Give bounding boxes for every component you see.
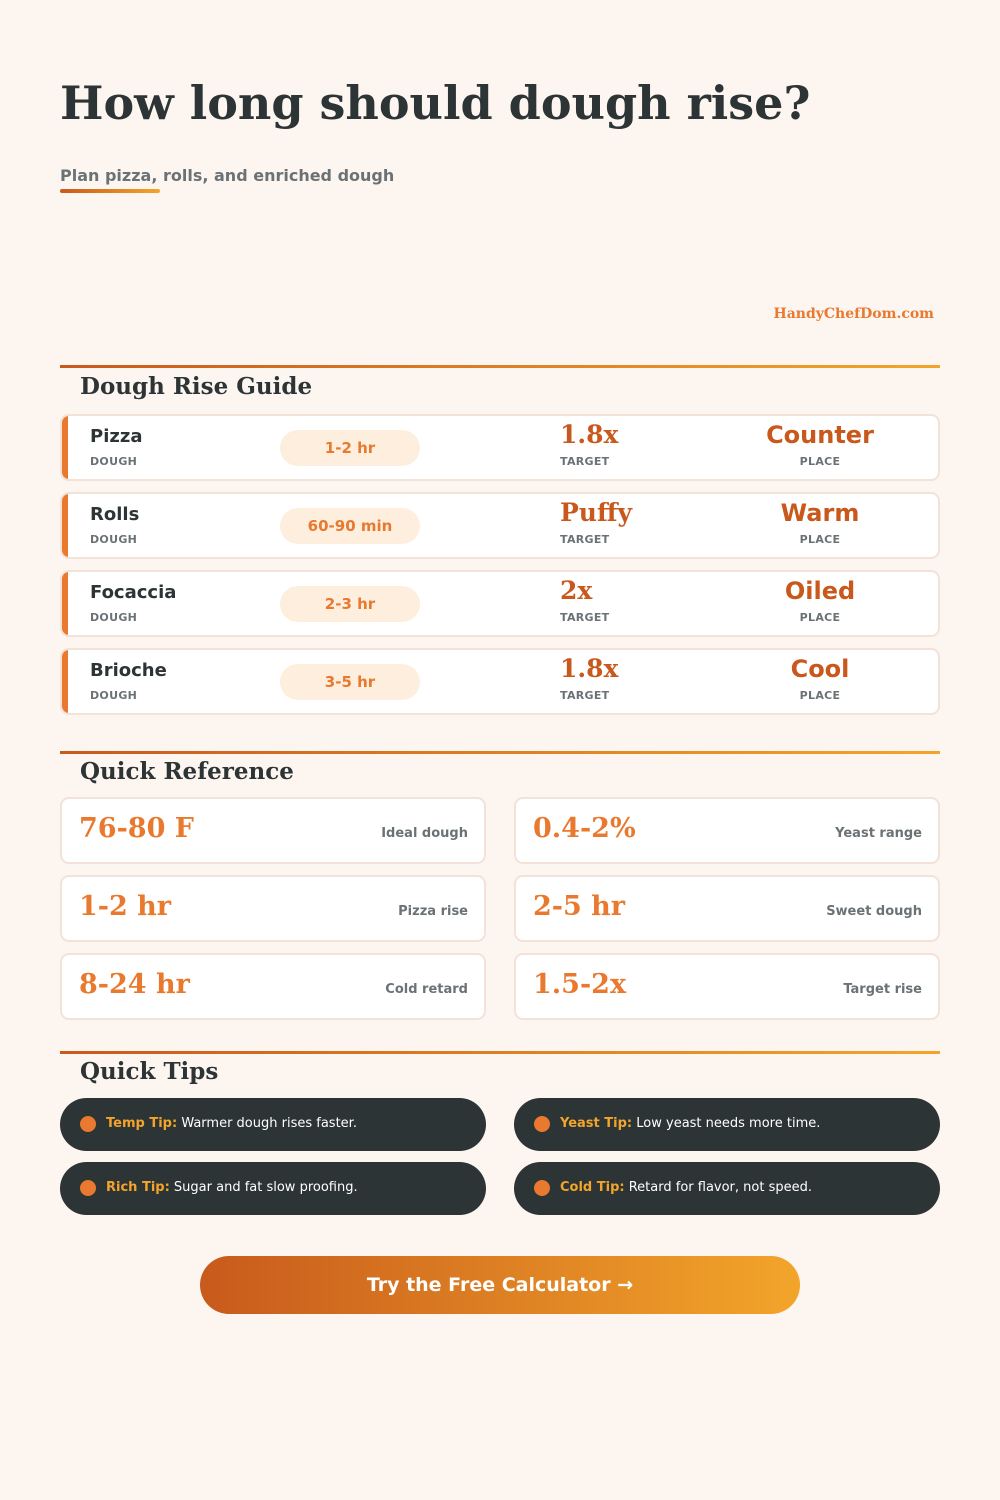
tip-text [106, 1116, 357, 1131]
rise-time-pill: 60-90 min [280, 508, 420, 544]
reference-card [60, 875, 486, 942]
guide-section-title: Dough Rise Guide [80, 373, 313, 400]
tips-section-title: Quick Tips [80, 1058, 219, 1085]
reference-section-rule [60, 751, 940, 754]
guide-section-rule [60, 365, 940, 368]
row-accent-bar [60, 570, 68, 637]
bullet-dot-icon [534, 1116, 550, 1132]
reference-label: Cold retard [385, 982, 468, 997]
tip-key: Rich Tip: [106, 1180, 170, 1195]
dough-label: DOUGH [90, 611, 138, 624]
tip-pill-temp [60, 1098, 486, 1151]
reference-label: Sweet dough [826, 904, 922, 919]
tip-pill-cold [514, 1162, 940, 1215]
subtitle-underline [60, 189, 160, 193]
target-value: Puffy [560, 498, 633, 527]
place-value: Oiled [784, 577, 856, 605]
place-value: Counter [766, 421, 874, 449]
tip-text [106, 1180, 358, 1195]
dough-name: Rolls [90, 504, 140, 525]
target-label: TARGET [560, 455, 610, 468]
target-value: 2x [560, 576, 593, 605]
tips-section-rule [60, 1051, 940, 1054]
reference-value: 76-80 F [79, 813, 194, 844]
tip-key: Temp Tip: [106, 1116, 178, 1131]
dough-label: DOUGH [90, 689, 138, 702]
dough-label: DOUGH [90, 533, 138, 546]
rise-time-pill: 1-2 hr [280, 430, 420, 466]
reference-card [514, 875, 940, 942]
dough-name: Brioche [90, 660, 167, 681]
target-value: 1.8x [560, 654, 619, 683]
rise-time-pill: 2-3 hr [280, 586, 420, 622]
reference-label: Pizza rise [398, 904, 468, 919]
reference-value: 1-2 hr [79, 891, 172, 922]
tip-text [560, 1180, 812, 1195]
bullet-dot-icon [534, 1180, 550, 1196]
guide-row-pizza [60, 414, 940, 481]
tip-pill-yeast [514, 1098, 940, 1151]
reference-value: 2-5 hr [533, 891, 626, 922]
row-accent-bar [60, 648, 68, 715]
bullet-dot-icon [80, 1116, 96, 1132]
page-subtitle: Plan pizza, rolls, and enriched dough [60, 166, 395, 185]
place-label: PLACE [799, 533, 841, 546]
reference-section-title: Quick Reference [80, 758, 294, 785]
dough-name: Pizza [90, 426, 143, 447]
tip-key: Yeast Tip: [560, 1116, 633, 1131]
dough-name: Focaccia [90, 582, 177, 603]
tip-text [560, 1116, 820, 1131]
reference-value: 8-24 hr [79, 969, 190, 1000]
brand-link[interactable]: HandyChefDom.com [773, 306, 934, 322]
target-label: TARGET [560, 611, 610, 624]
reference-label: Target rise [843, 982, 922, 997]
tip-key: Cold Tip: [560, 1180, 625, 1195]
place-label: PLACE [799, 455, 841, 468]
row-accent-bar [60, 414, 68, 481]
tip-body: Retard for flavor, not speed. [628, 1180, 812, 1195]
bullet-dot-icon [80, 1180, 96, 1196]
place-label: PLACE [799, 611, 841, 624]
reference-card [60, 953, 486, 1020]
tip-body: Warmer dough rises faster. [181, 1116, 357, 1131]
place-label: PLACE [799, 689, 841, 702]
tip-body: Sugar and fat slow proofing. [173, 1180, 358, 1195]
reference-card [60, 797, 486, 864]
target-value: 1.8x [560, 420, 619, 449]
place-value: Warm [780, 499, 860, 527]
reference-value: 0.4-2% [533, 813, 636, 844]
reference-label: Yeast range [835, 826, 922, 841]
free-calculator-button[interactable]: Try the Free Calculator → [200, 1256, 800, 1314]
reference-card [514, 797, 940, 864]
reference-card [514, 953, 940, 1020]
page-title: How long should dough rise? [60, 76, 811, 130]
dough-label: DOUGH [90, 455, 138, 468]
row-accent-bar [60, 492, 68, 559]
tip-body: Low yeast needs more time. [636, 1116, 821, 1131]
reference-label: Ideal dough [381, 826, 468, 841]
tip-pill-rich [60, 1162, 486, 1215]
guide-row-focaccia [60, 570, 940, 637]
target-label: TARGET [560, 689, 610, 702]
place-value: Cool [790, 655, 850, 683]
rise-time-pill: 3-5 hr [280, 664, 420, 700]
guide-row-brioche [60, 648, 940, 715]
target-label: TARGET [560, 533, 610, 546]
guide-row-rolls [60, 492, 940, 559]
reference-value: 1.5-2x [533, 969, 627, 1000]
